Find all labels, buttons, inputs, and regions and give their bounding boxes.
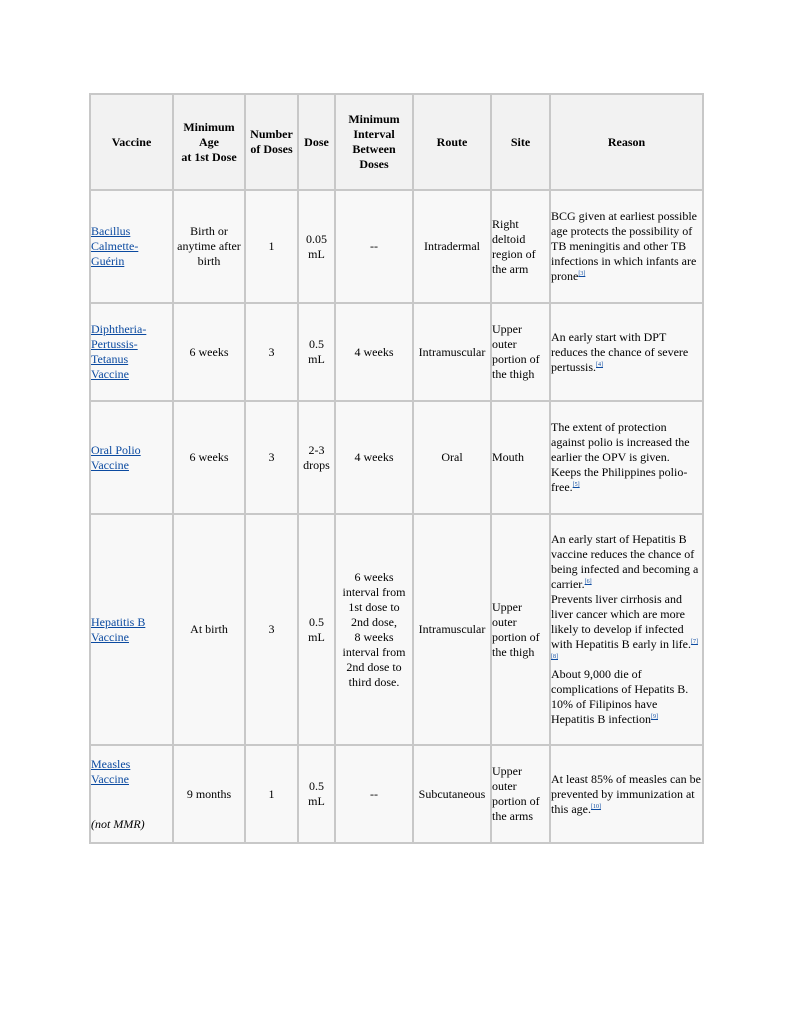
- header-vaccine: Vaccine: [90, 94, 173, 190]
- num-doses-cell: 3: [245, 401, 298, 514]
- vaccine-cell: [90, 514, 173, 745]
- citation-link[interactable]: [6]: [584, 579, 592, 585]
- dose-cell: 2-3 drops: [298, 401, 335, 514]
- route-cell: Oral: [413, 401, 491, 514]
- citation-link[interactable]: [3]: [578, 271, 586, 277]
- min-age-cell: 9 months: [173, 745, 245, 843]
- vaccine-link-bcg[interactable]: Bacillus Calmette- Guérin: [91, 224, 139, 268]
- vaccine-link-dpt[interactable]: Diphtheria- Pertussis- Tetanus Vaccine: [91, 322, 147, 381]
- vaccine-schedule-table: [89, 93, 704, 844]
- header-dose: Dose: [298, 94, 335, 190]
- reason-cell: An early start with DPT reduces the chance of severe pertussis.[4]: [550, 303, 703, 401]
- vaccine-cell: [90, 401, 173, 514]
- site-cell: Mouth: [491, 401, 550, 514]
- site-cell: Upper outer portion of the thigh: [491, 303, 550, 401]
- route-cell: Subcutaneous: [413, 745, 491, 843]
- interval-cell: --: [335, 190, 413, 303]
- min-age-cell: 6 weeks: [173, 303, 245, 401]
- num-doses-cell: 1: [245, 190, 298, 303]
- site-cell: Upper outer portion of the thigh: [491, 514, 550, 745]
- citation-link[interactable]: [10]: [591, 803, 601, 810]
- site-cell: Upper outer portion of the arms: [491, 745, 550, 843]
- vaccine-cell: [90, 190, 173, 303]
- min-age-cell: Birth or anytime after birth: [173, 190, 245, 303]
- num-doses-cell: 1: [245, 745, 298, 843]
- min-age-cell: At birth: [173, 514, 245, 745]
- min-age-cell: 6 weeks: [173, 401, 245, 514]
- table-row: [90, 303, 703, 401]
- num-doses-cell: 3: [245, 514, 298, 745]
- dose-cell: 0.5 mL: [298, 745, 335, 843]
- table-row: [90, 401, 703, 514]
- reason-cell: At least 85% of measles can be prevented by immunization at this age.[10]: [550, 745, 703, 843]
- vaccine-link-opv[interactable]: Oral Polio Vaccine: [91, 442, 141, 472]
- dose-cell: 0.5 mL: [298, 514, 335, 745]
- header-num-doses: Number of Doses: [245, 94, 298, 190]
- site-cell: Right deltoid region of the arm: [491, 190, 550, 303]
- route-cell: Intramuscular: [413, 303, 491, 401]
- citation-link[interactable]: [9]: [650, 714, 658, 720]
- header-route: Route: [413, 94, 491, 190]
- reason-cell: The extent of protection against polio is increased the earlier the OPV is given. Keeps the Philippines polio-free.[5]: [550, 401, 703, 514]
- citation-link[interactable]: [5]: [572, 482, 580, 488]
- interval-cell: 6 weeks interval from 1st dose to 2nd dose, 8 weeks interval from 2nd dose to third dose.: [335, 514, 413, 745]
- vaccine-cell: [90, 745, 173, 843]
- dose-cell: 0.5 mL: [298, 303, 335, 401]
- reason-cell: BCG given at earliest possible age protects the possibility of TB meningitis and other TB infections in which infants are prone[3]: [550, 190, 703, 303]
- vaccine-link-hepatitis-b[interactable]: Hepatitis B Vaccine: [91, 614, 146, 644]
- interval-cell: --: [335, 745, 413, 843]
- route-cell: Intradermal: [413, 190, 491, 303]
- vaccine-note: (not MMR): [91, 816, 145, 831]
- num-doses-cell: 3: [245, 303, 298, 401]
- interval-cell: 4 weeks: [335, 303, 413, 401]
- reason-cell: An early start of Hepatitis B vaccine reduces the chance of being infected and becoming a carrier.[6] Prevents liver cirrhosis and liver cancer which are more likely to develop if infected with Hepatitis B early in life.[7][8] About 9,000 die of complications of Hepatits B. 10% of Filipinos have Hepatitis B infection[9]: [550, 514, 703, 745]
- route-cell: Intramuscular: [413, 514, 491, 745]
- header-reason: Reason: [550, 94, 703, 190]
- table-row: [90, 745, 703, 843]
- table-row: [90, 514, 703, 745]
- citation-link[interactable]: [7][8]: [551, 639, 698, 660]
- header-site: Site: [491, 94, 550, 190]
- header-row: [90, 94, 703, 190]
- interval-cell: 4 weeks: [335, 401, 413, 514]
- citation-link[interactable]: [4]: [596, 361, 603, 368]
- table-row: [90, 190, 703, 303]
- header-min-age: Minimum Age at 1st Dose: [173, 94, 245, 190]
- dose-cell: 0.05 mL: [298, 190, 335, 303]
- vaccine-cell: [90, 303, 173, 401]
- vaccine-link-measles[interactable]: Measles Vaccine: [91, 756, 131, 786]
- header-interval: Minimum Interval Between Doses: [335, 94, 413, 190]
